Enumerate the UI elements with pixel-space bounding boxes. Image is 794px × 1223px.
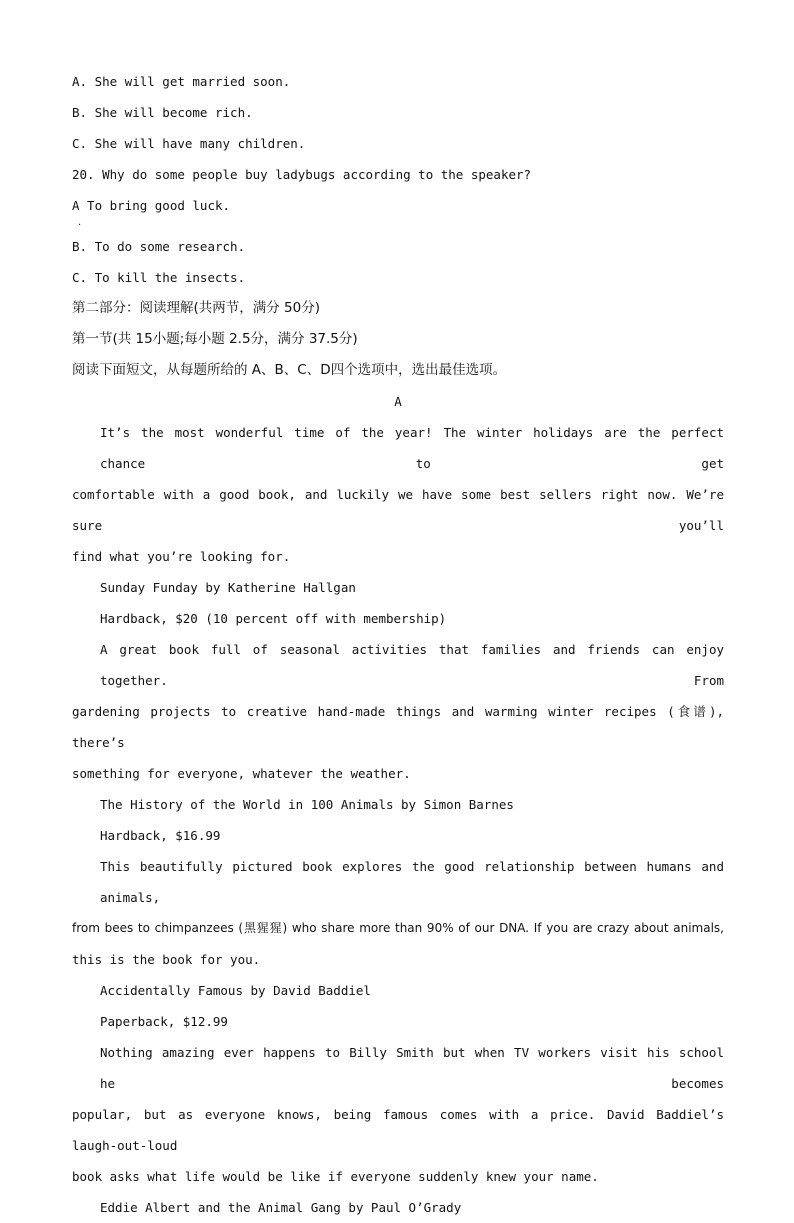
q19-option-b: B. She will become rich. (72, 105, 253, 120)
document-page (72, 66, 724, 1223)
book-price: Paperback, $12.99 (100, 1014, 228, 1029)
section-title: 第一节(共 15小题;每小题 2.5分，满分 37.5分) (72, 331, 358, 347)
book-title: Accidentally Famous by David Baddiel (100, 983, 371, 998)
q19-option-c: C. She will have many children. (72, 136, 306, 151)
book-price: Hardback, $16.99 (100, 828, 221, 843)
q20-option-b: B. To do some research. (72, 239, 246, 254)
book-description-line: this is the book for you. (72, 952, 261, 967)
book-title: Sunday Funday by Katherine Hallgan (100, 580, 356, 595)
book-description-line: This beautifully pictured book explores the good relationship between humans and animals, (100, 859, 724, 905)
book-title: The History of the World in 100 Animals by Simon Barnes (100, 797, 514, 812)
instruction-text: 阅读下面短文，从每题所给的 A、B、C、D四个选项中，选出最佳选项。 (72, 362, 507, 378)
book-description-line: from bees to chimpanzees (黑猩猩) who share more than 90% of our DNA. If you are crazy about animals, (72, 921, 724, 935)
q20-option-c: C. To kill the insects. (72, 270, 246, 285)
book-description-line: popular, but as everyone knows, being famous comes with a price. David Baddiel’s laugh-out-loud (72, 1107, 724, 1153)
book-description-line: A great book full of seasonal activities that families and friends can enjoy together. From (100, 642, 724, 688)
q19-option-a: A. She will get married soon. (72, 74, 291, 89)
book-title: Eddie Albert and the Animal Gang by Paul O’Grady (100, 1200, 462, 1215)
part-title: 第二部分：阅读理解(共两节，满分 50分) (72, 300, 321, 316)
book-description-line: Nothing amazing ever happens to Billy Smith but when TV workers visit his school he becomes (100, 1045, 724, 1091)
stray-dot-mark: · (78, 220, 82, 231)
book-description-line: something for everyone, whatever the weather. (72, 766, 411, 781)
q20-option-a: A To bring good luck. (72, 198, 231, 213)
book-description-line: gardening projects to creative hand-made things and warming winter recipes (食谱), there’s (72, 704, 724, 750)
passage-label: A (394, 394, 402, 409)
intro-line: comfortable with a good book, and luckily we have some best sellers right now. We’re sure you’ll (72, 487, 724, 533)
intro-line: It’s the most wonderful time of the year! The winter holidays are the perfect chance to get (100, 425, 724, 471)
q20-question: 20. Why do some people buy ladybugs according to the speaker? (72, 167, 532, 182)
book-description-line: book asks what life would be like if everyone suddenly knew your name. (72, 1169, 599, 1184)
book-price: Hardback, $20 (10 percent off with membership) (100, 611, 447, 626)
intro-line: find what you’re looking for. (72, 549, 291, 564)
